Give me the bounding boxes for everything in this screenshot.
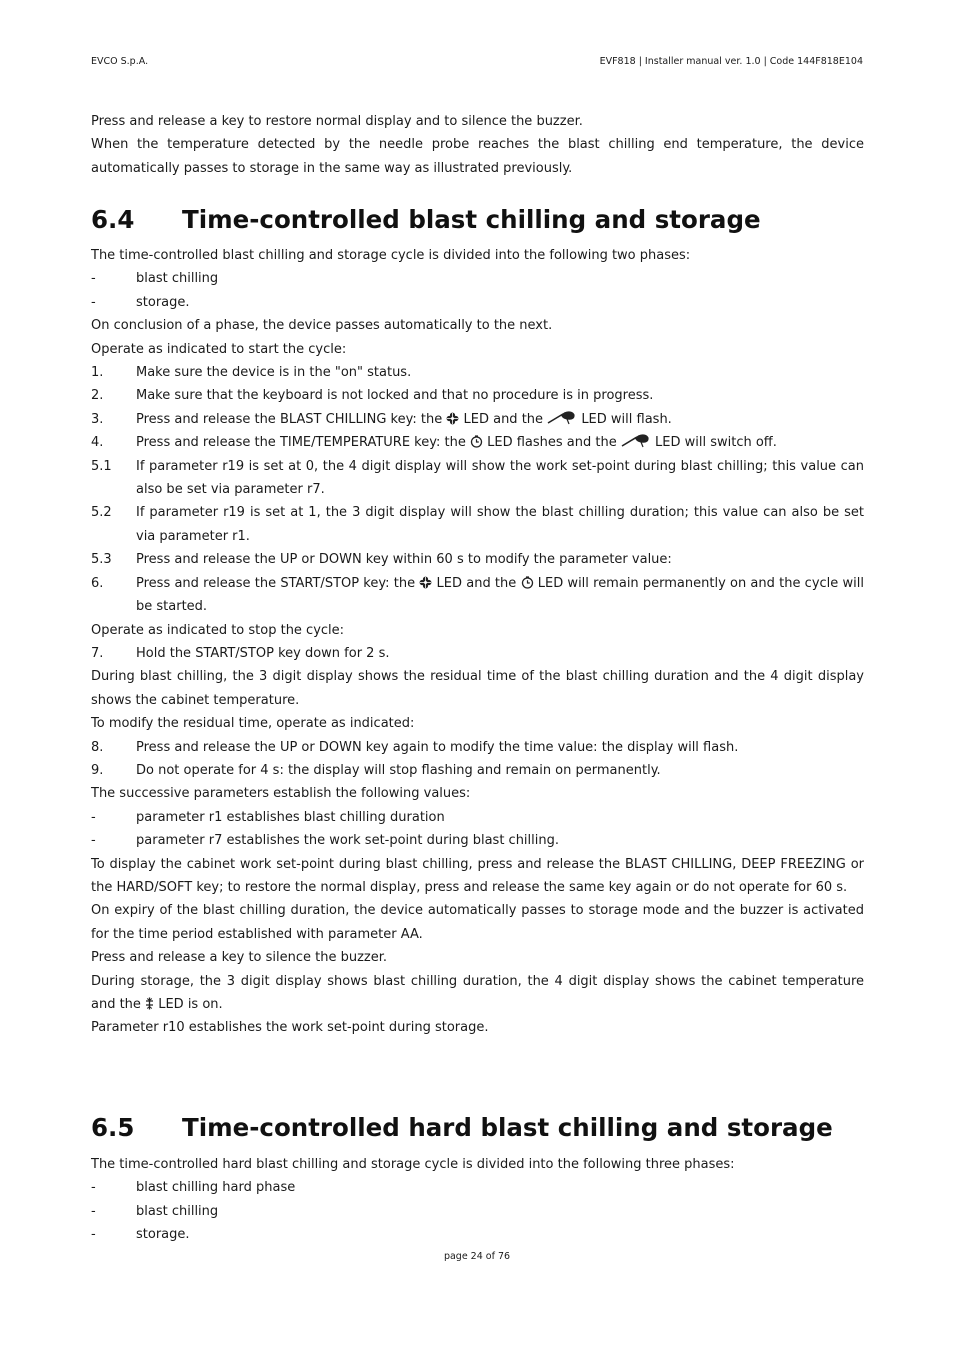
step-text-part: LED and the [463, 411, 544, 427]
list-text: blast chilling [136, 1203, 219, 1219]
step-text-part: LED will flash. [581, 411, 672, 427]
step-text: Make sure that the keyboard is not locked and that no procedure is in progress. [136, 388, 654, 404]
paragraph-text-part: LED is on. [158, 997, 223, 1012]
list-text: parameter r7 establishes the work set-point during blast chilling. [136, 833, 560, 849]
section-number: 6.5 [91, 1113, 135, 1142]
paragraph-during: During blast chilling, the 3 digit display shows the residual time of the blast chilling duration and the 4 digit display shows the cabinet temperature. [91, 669, 864, 708]
step-text-part: LED will remain permanently on and the cycle will be started. [136, 575, 864, 615]
step-text: Press and release the UP or DOWN key within 60 s to modify the parameter value: [136, 552, 672, 568]
section-intro: The time-controlled blast chilling and storage cycle is divided into the following two phases: [91, 248, 691, 263]
list-text: blast chilling hard phase [136, 1180, 296, 1196]
paragraph-modify: To modify the residual time, operate as indicated: [91, 716, 415, 732]
paragraph-display: To display the cabinet work set-point during blast chilling, press and release the BLAST CHILLING, DEEP FREEZING or the HARD/SOFT key; to restore the normal display, press and release the same key again or do not operate for 60 s. [91, 856, 864, 895]
list-item [91, 806, 864, 829]
paragraph-successive: The successive parameters establish the following values: [91, 786, 471, 802]
list-bullet: - [91, 1203, 96, 1219]
step-item [91, 501, 864, 548]
step-number: 5.3 [91, 552, 112, 568]
needle-probe-icon [621, 433, 651, 448]
list-item [91, 829, 864, 852]
step-text [136, 572, 864, 619]
step-text-part: LED will switch off. [655, 435, 777, 451]
step-text: Press and release the UP or DOWN key again to modify the time value: the display will flash. [136, 739, 739, 755]
list-text: storage. [136, 1227, 190, 1243]
paragraph-text-part: During storage, the 3 digit display shows blast chilling duration, the 4 digit display shows the cabinet temperature and the [91, 973, 864, 1012]
step-text: Do not operate for 4 s: the display will stop flashing and remain on permanently. [136, 762, 661, 778]
step-number: 2. [91, 388, 104, 404]
snowflake-fan-icon [446, 412, 459, 425]
step-item [91, 642, 864, 665]
paragraph-expiry: On expiry of the blast chilling duration, the device automatically passes to storage mode and the buzzer is activated for the time period established with parameter AA. [91, 903, 864, 942]
step-text: Hold the START/STOP key down for 2 s. [136, 645, 390, 661]
step-number: 7. [91, 645, 104, 661]
snowflake-fan-icon [419, 576, 432, 589]
list-bullet: - [91, 1227, 96, 1243]
list-item [91, 1223, 864, 1246]
step-text: If parameter r19 is set at 1, the 3 digit display will show the blast chilling duration; this value can also be set via parameter r1. [136, 505, 864, 544]
list-item [91, 267, 864, 290]
section-heading-6-5 [91, 1113, 833, 1142]
step-number: 4. [91, 435, 104, 451]
list-bullet: - [91, 1180, 96, 1196]
step-text-part: Press and release the BLAST CHILLING key: the [136, 411, 443, 427]
step-text [136, 408, 864, 431]
page-number: page 24 of 76 [443, 1251, 511, 1262]
section-title: Time-controlled blast chilling and storage [182, 205, 761, 234]
list-text: storage. [136, 294, 190, 310]
step-item [91, 408, 864, 431]
clock-icon [521, 576, 534, 589]
section-6-4-body [91, 244, 864, 1040]
intro-paragraph-1: Press and release a key to restore normal display and to silence the buzzer. [91, 114, 583, 129]
step-text-part: Press and release the START/STOP key: the [136, 575, 416, 591]
step-number: 1. [91, 365, 104, 381]
section-6-5-body [91, 1153, 864, 1247]
list-item [91, 291, 864, 314]
intro-section [91, 110, 864, 180]
list-bullet: - [91, 271, 96, 287]
needle-probe-icon [547, 410, 577, 425]
list-text: parameter r1 establishes blast chilling duration [136, 809, 445, 825]
list-text: blast chilling [136, 271, 219, 287]
header-company: EVCO S.p.A. [91, 56, 149, 67]
step-number: 6. [91, 575, 104, 591]
step-item [91, 572, 864, 619]
intro-paragraph-2: When the temperature detected by the needle probe reaches the blast chilling end temperature, the device automatically passes to storage in the same way as illustrated previously. [91, 137, 864, 176]
step-item [91, 759, 864, 782]
storage-icon [145, 997, 154, 1010]
step-text: Make sure the device is in the "on" status. [136, 365, 412, 381]
paragraph-storage [91, 970, 864, 1017]
step-item [91, 384, 864, 407]
section-intro: The time-controlled hard blast chilling and storage cycle is divided into the following three phases: [91, 1157, 735, 1172]
list-bullet: - [91, 809, 96, 825]
step-text-part: LED flashes and the [487, 435, 617, 451]
step-number: 3. [91, 411, 104, 427]
step-text [136, 431, 864, 454]
step-text-part: LED and the [436, 575, 517, 591]
step-number: 8. [91, 739, 104, 755]
step-item [91, 548, 864, 571]
section-heading-6-4 [91, 205, 761, 234]
list-item [91, 1200, 864, 1223]
clock-icon [470, 435, 483, 448]
step-number: 5.2 [91, 505, 112, 521]
step-item [91, 736, 864, 759]
step-text-part: Press and release the TIME/TEMPERATURE key: the [136, 435, 466, 451]
paragraph-silence: Press and release a key to silence the buzzer. [91, 950, 388, 966]
section-title: Time-controlled hard blast chilling and storage [182, 1113, 833, 1142]
list-bullet: - [91, 294, 96, 310]
step-item [91, 361, 864, 384]
step-number: 9. [91, 762, 104, 778]
paragraph-start: Operate as indicated to start the cycle: [91, 341, 347, 357]
step-item [91, 455, 864, 502]
list-item [91, 1176, 864, 1199]
list-bullet: - [91, 833, 96, 849]
paragraph-r10: Parameter r10 establishes the work set-point during storage. [91, 1020, 489, 1036]
header-doc-info: EVF818 | Installer manual ver. 1.0 | Code 144F818E104 [599, 56, 863, 67]
paragraph-conclusion: On conclusion of a phase, the device passes automatically to the next. [91, 318, 553, 334]
step-text: If parameter r19 is set at 0, the 4 digit display will show the work set-point during blast chilling; this value can also be set via parameter r7. [136, 458, 864, 498]
paragraph-stop: Operate as indicated to stop the cycle: [91, 622, 345, 638]
step-item [91, 431, 864, 454]
step-number: 5.1 [91, 458, 112, 474]
section-number: 6.4 [91, 205, 135, 234]
